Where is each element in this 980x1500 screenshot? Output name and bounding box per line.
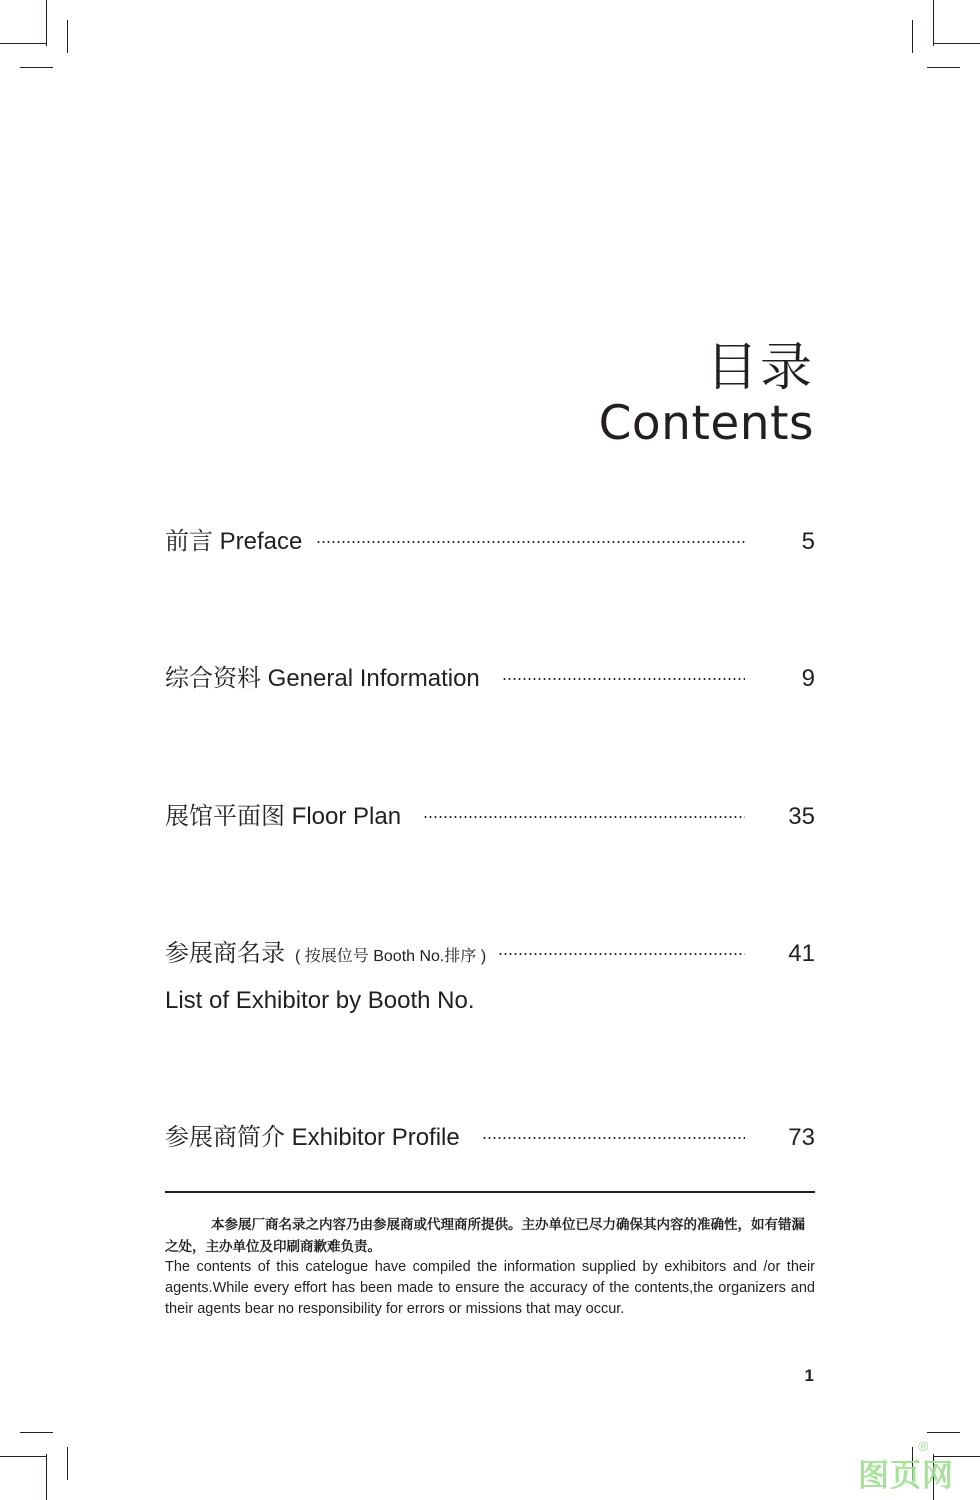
crop-mark: [927, 67, 960, 68]
toc-entry-exhibitor-profile[interactable]: [165, 1121, 815, 1155]
toc-leader-dots: [423, 816, 745, 818]
crop-mark: [67, 1447, 68, 1480]
page-title-chinese: 目录: [705, 338, 814, 398]
toc-entry-label: 综合资料 General Information: [165, 665, 480, 692]
toc-entry-general-information[interactable]: [165, 662, 815, 696]
registered-mark-icon: ®: [918, 1438, 929, 1454]
crop-mark: [46, 0, 47, 46]
page-title-english: Contents: [598, 396, 814, 451]
crop-mark: [933, 0, 934, 46]
crop-mark: [927, 1432, 960, 1433]
toc-entry-subtitle: List of Exhibitor by Booth No.: [165, 987, 475, 1014]
toc-entry-page: 9: [801, 665, 815, 692]
disclaimer-chinese: 本参展厂商名录之内容乃由参展商或代理商所提供。主办单位已尽力确保其内容的准确性，如有错漏之处，主办单位及印刷商歉难负责。: [165, 1217, 805, 1254]
disclaimer-english: The contents of this catelogue have compiled the information supplied by exhibitors and /or their agents.While every effort has been made to ensure the accuracy of the contents,the organizers and their agents bear no responsibility for errors or missions that may occur.: [165, 1259, 815, 1317]
divider-rule: [165, 1191, 815, 1193]
crop-mark: [67, 20, 68, 53]
toc-leader-dots: [482, 1137, 745, 1139]
toc-entry-label: 参展商名录: [165, 940, 285, 967]
crop-mark: [0, 1456, 46, 1457]
toc-leader-dots: [316, 541, 745, 543]
crop-mark: [20, 67, 53, 68]
toc-entry-page: 73: [788, 1124, 815, 1151]
crop-mark: [0, 43, 46, 44]
toc-leader-dots: [502, 678, 745, 680]
toc-entry-label: 参展商简介 Exhibitor Profile: [165, 1124, 460, 1151]
toc-entry-exhibitor-list[interactable]: [165, 937, 815, 971]
crop-mark: [933, 43, 980, 44]
toc-entry-label: 展馆平面图 Floor Plan: [165, 803, 402, 830]
watermark-logo: 图页网: [858, 1458, 954, 1493]
toc-entry-page: 35: [788, 803, 815, 830]
page-number: 1: [804, 1366, 814, 1385]
crop-mark: [20, 1432, 53, 1433]
crop-mark: [912, 20, 913, 53]
toc-entry-note: ( 按展位号 Booth No.排序 ): [295, 947, 487, 965]
toc-entry-page: 5: [801, 528, 815, 555]
toc-entry-preface[interactable]: [165, 525, 815, 559]
toc-entry-label: 前言 Preface: [165, 528, 303, 555]
toc-leader-dots: [498, 953, 745, 955]
toc-entry-floor-plan[interactable]: [165, 800, 815, 834]
crop-mark: [46, 1454, 47, 1500]
toc-entry-page: 41: [788, 940, 815, 967]
